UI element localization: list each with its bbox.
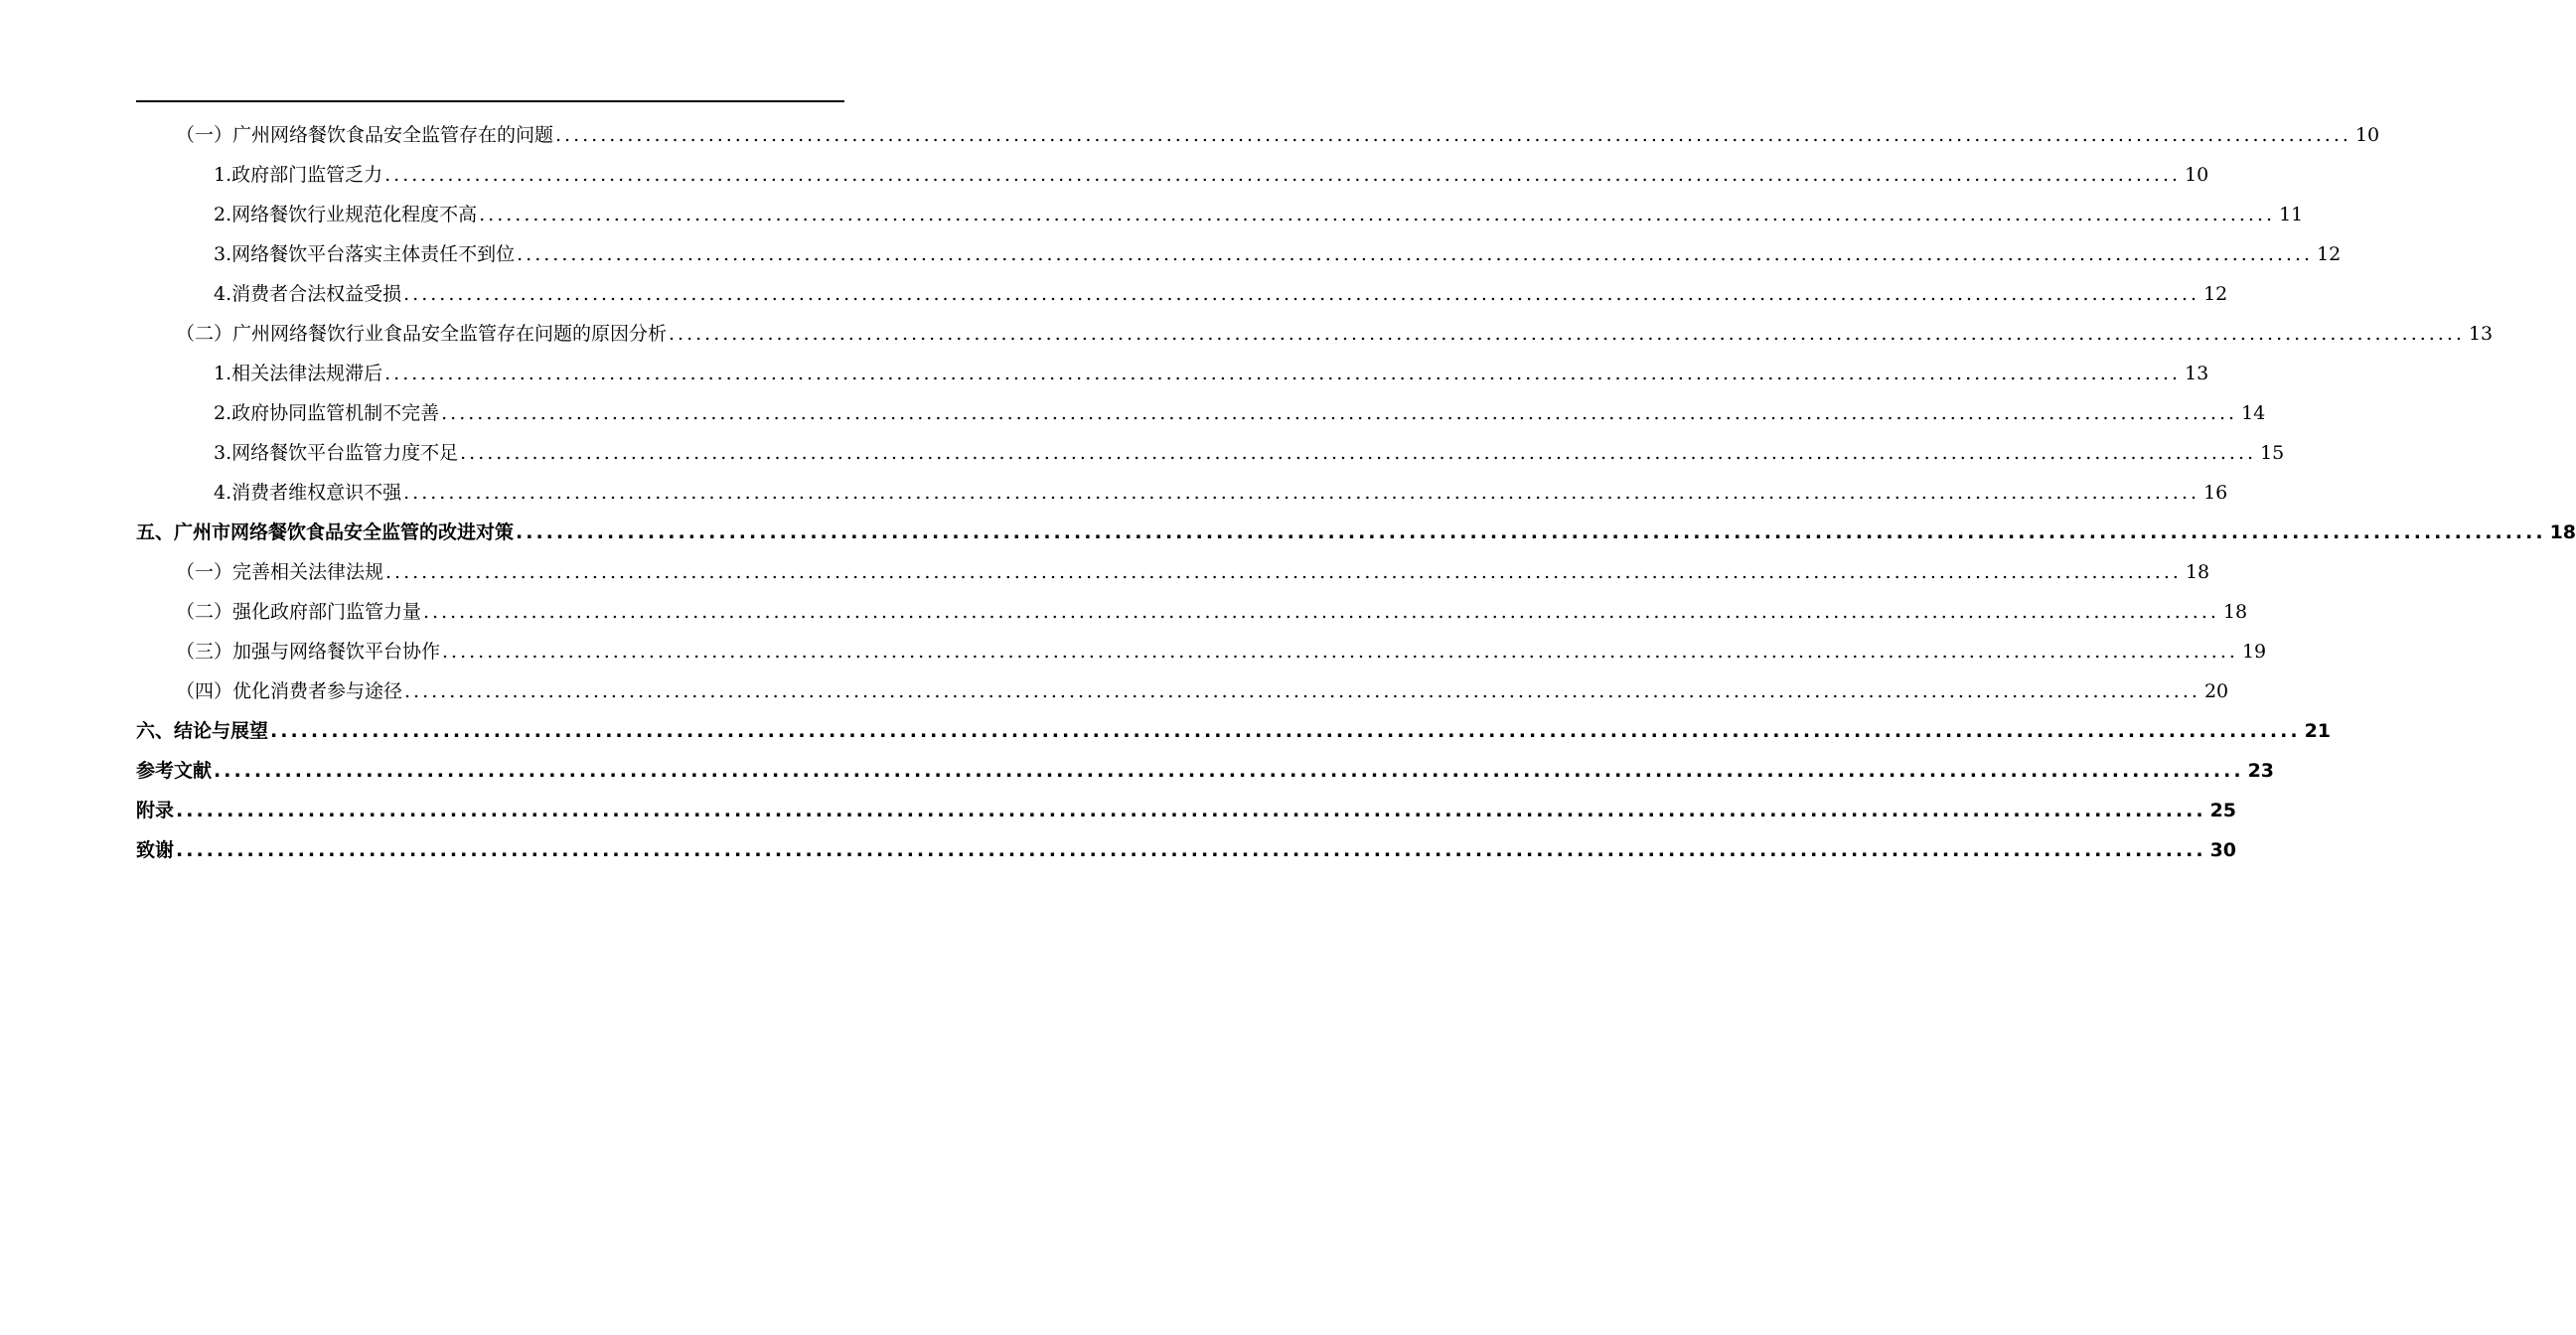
toc-page-number: 21 [2304,720,2332,742]
toc-dot-leader: ........................................................................................................................................................................................................ [385,561,2182,583]
toc-entry[interactable] [136,513,2576,552]
toc-entry-title: 附录 [136,800,175,821]
toc-dot-leader: ........................................................................................................................................................................................................ [460,442,2257,464]
toc-entry[interactable] [136,711,2332,751]
toc-entry-title: 致谢 [136,839,175,861]
toc-page-number: 16 [2203,482,2228,504]
toc-entry[interactable] [136,433,2285,473]
toc-entry[interactable] [136,274,2228,314]
toc-entry-title: 3.网络餐饮平台监管力度不足 [214,442,459,464]
toc-entry-title: （四）优化消费者参与途径 [176,680,403,702]
toc-page-number: 20 [2203,680,2229,702]
toc-entry-title: 4.消费者合法权益受损 [214,283,402,305]
toc-entry[interactable] [136,354,2209,393]
toc-entry-title: 2.政府协同监管机制不完善 [214,402,440,424]
toc-entry-title: 六、结论与展望 [136,720,269,742]
toc-entry[interactable] [136,791,2237,830]
toc-entry[interactable] [136,393,2266,433]
toc-page-number: 12 [2317,243,2342,265]
toc-dot-leader: ........................................................................................................................................................................................................ [442,641,2238,663]
toc-entry-title: （二）广州网络餐饮行业食品安全监管存在问题的原因分析 [176,323,668,345]
toc-page-number: 23 [2247,760,2275,782]
toc-dot-leader: ........................................................................................................................................................................................................ [423,601,2219,623]
toc-page-number: 13 [2185,363,2209,384]
toc-dot-leader: ........................................................................................................................................................................................................ [669,323,2465,345]
toc-entry[interactable] [136,234,2342,274]
toc-dot-leader: ........................................................................................................................................................................................................ [403,283,2200,305]
toc-entry-title: 五、广州市网络餐饮食品安全监管的改进对策 [136,521,515,543]
toc-dot-leader: ........................................................................................................................................................................................................ [555,124,2351,146]
toc-entry-title: （三）加强与网络餐饮平台协作 [176,641,441,663]
toc-page-number: 25 [2209,800,2237,821]
toc-page-number: 11 [2279,204,2304,225]
toc-dot-leader: ........................................................................................................................................................................................................ [176,839,2206,861]
toc-page-number: 18 [2222,601,2248,623]
toc-entry[interactable] [136,671,2229,711]
toc-dot-leader: ........................................................................................................................................................................................................ [516,521,2546,543]
toc-page-number: 13 [2468,323,2494,345]
toc-entry-title: 4.消费者维权意识不强 [214,482,402,504]
toc-dot-leader: ........................................................................................................................................................................................................ [404,680,2200,702]
toc-entry-title: （一）完善相关法律法规 [176,561,384,583]
header-rule [136,100,844,102]
toc-entry[interactable] [136,632,2267,671]
toc-dot-leader: ........................................................................................................................................................................................................ [441,402,2238,424]
toc-entry-title: （一）广州网络餐饮食品安全监管存在的问题 [176,124,554,146]
toc-entry-title: 2.网络餐饮行业规范化程度不高 [214,204,478,225]
table-of-contents [136,115,2576,870]
toc-entry[interactable] [136,552,2210,592]
toc-page-number: 18 [2185,561,2210,583]
toc-entry[interactable] [136,155,2209,195]
toc-entry-title: 1.相关法律法规滞后 [214,363,383,384]
toc-page-number: 10 [2354,124,2380,146]
toc-dot-leader: ........................................................................................................................................................................................................ [384,363,2182,384]
toc-dot-leader: ........................................................................................................................................................................................................ [479,204,2276,225]
toc-page-number: 30 [2209,839,2237,861]
toc-entry-title: （二）强化政府部门监管力量 [176,601,422,623]
toc-entry[interactable] [136,830,2237,870]
toc-dot-leader: ........................................................................................................................................................................................................ [384,164,2182,186]
toc-page-number: 10 [2185,164,2209,186]
toc-dot-leader: ........................................................................................................................................................................................................ [270,720,2301,742]
toc-page-number: 12 [2203,283,2228,305]
toc-page-number: 15 [2260,442,2285,464]
toc-entry[interactable] [136,751,2275,791]
toc-entry[interactable] [136,592,2248,632]
toc-dot-leader: ........................................................................................................................................................................................................ [403,482,2200,504]
toc-entry-title: 1.政府部门监管乏力 [214,164,383,186]
toc-entry[interactable] [136,115,2380,155]
toc-dot-leader: ........................................................................................................................................................................................................ [176,800,2206,821]
toc-page-number: 14 [2241,402,2266,424]
toc-entry-title: 3.网络餐饮平台落实主体责任不到位 [214,243,516,265]
toc-page-number: 19 [2241,641,2267,663]
toc-dot-leader: ........................................................................................................................................................................................................ [517,243,2314,265]
toc-dot-leader: ........................................................................................................................................................................................................ [214,760,2244,782]
toc-entry[interactable] [136,314,2494,354]
toc-page-number: 18 [2549,521,2576,543]
toc-entry-title: 参考文献 [136,760,213,782]
toc-entry[interactable] [136,473,2228,513]
toc-entry[interactable] [136,195,2304,234]
